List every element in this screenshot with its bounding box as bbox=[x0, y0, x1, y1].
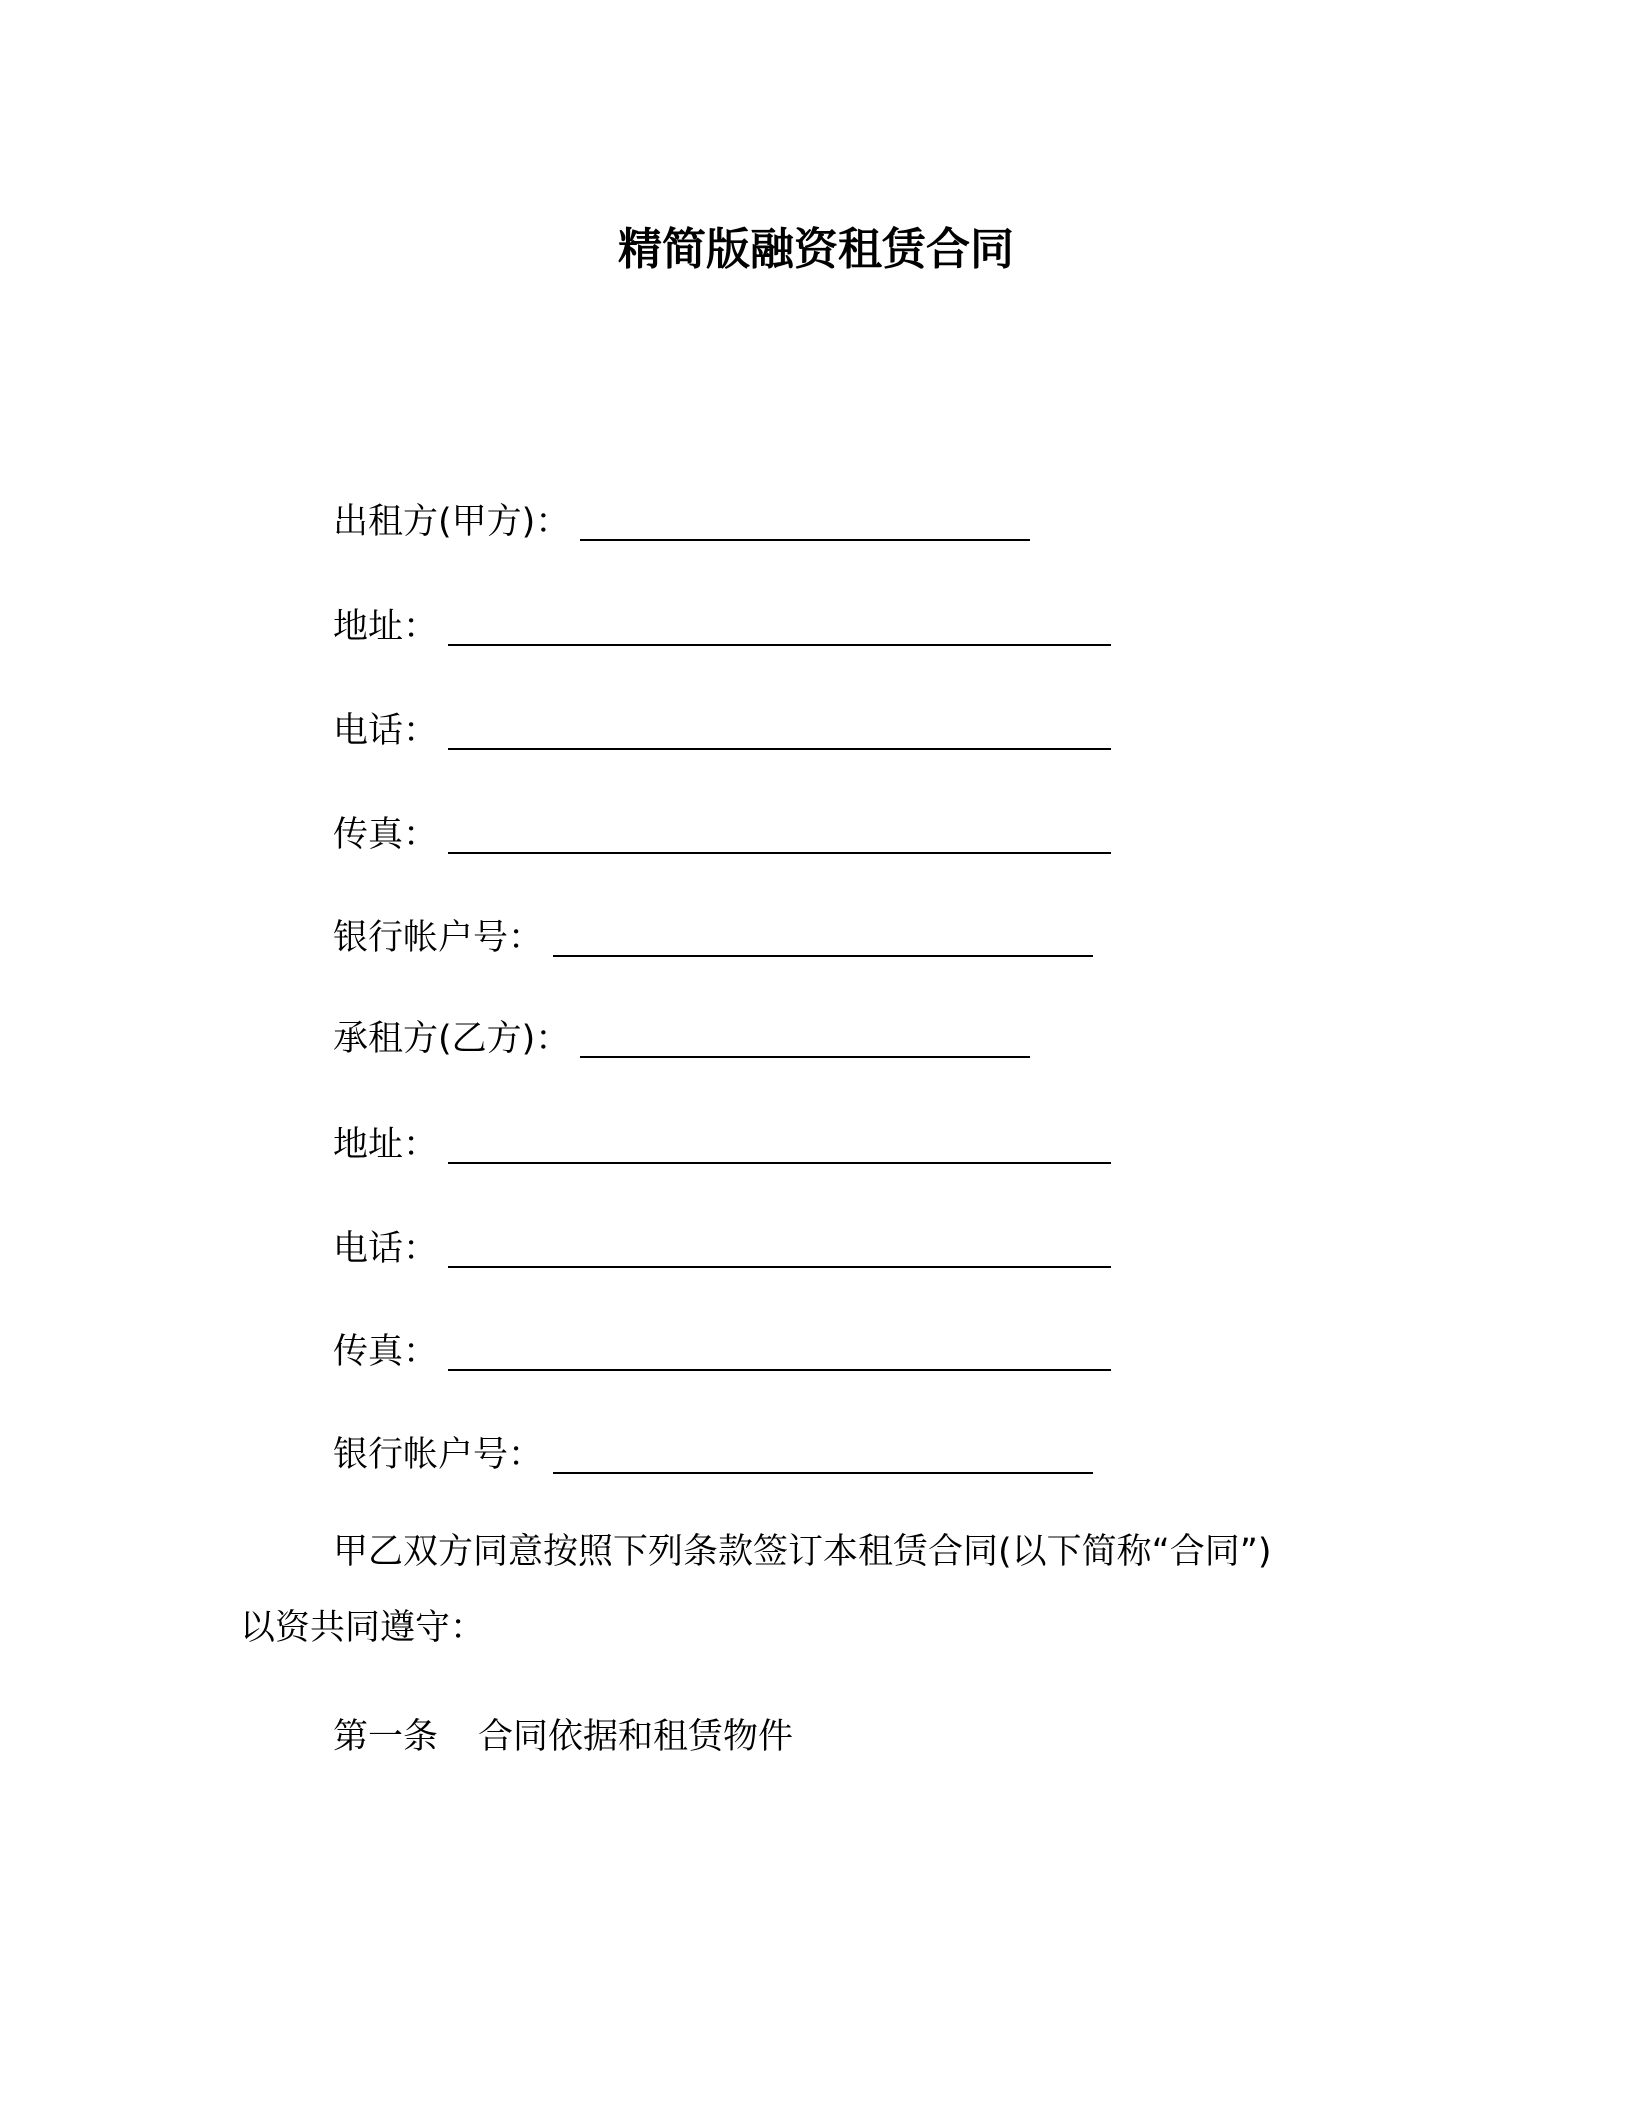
article-1-heading bbox=[333, 1712, 793, 1762]
lessor-address-field bbox=[333, 602, 1111, 652]
lessee-fax-blank[interactable] bbox=[448, 1333, 1111, 1371]
article-1-title: 合同依据和租赁物件 bbox=[478, 1717, 794, 1757]
lessor-address-blank[interactable] bbox=[448, 608, 1111, 646]
lessee-phone-label: 电话： bbox=[333, 1229, 439, 1269]
lessor-bank-label: 银行帐户号： bbox=[333, 918, 544, 958]
lessor-fax-label: 传真： bbox=[333, 815, 439, 855]
lessee-address-label: 地址： bbox=[333, 1125, 439, 1165]
intro-paragraph-line-1: 甲乙双方同意按照下列条款签订本租赁合同(以下简称“合同”) bbox=[333, 1532, 1272, 1572]
lessor-bank-field bbox=[333, 913, 1093, 963]
lessee-party-blank[interactable] bbox=[580, 1020, 1030, 1058]
lessor-fax-field bbox=[333, 810, 1111, 860]
lessee-address-blank[interactable] bbox=[448, 1126, 1111, 1164]
lessor-party-blank[interactable] bbox=[580, 503, 1030, 541]
lessee-address-field bbox=[333, 1120, 1111, 1170]
lessee-phone-field bbox=[333, 1224, 1111, 1274]
lessor-phone-blank[interactable] bbox=[448, 712, 1111, 750]
lessor-party-field bbox=[333, 497, 1030, 547]
lessor-phone-field bbox=[333, 706, 1111, 756]
lessor-fax-blank[interactable] bbox=[448, 816, 1111, 854]
lessee-bank-field bbox=[333, 1430, 1093, 1480]
lessor-party-label: 出租方(甲方)： bbox=[333, 502, 571, 542]
lessee-fax-label: 传真： bbox=[333, 1332, 439, 1372]
article-1-number: 第一条 bbox=[333, 1717, 439, 1757]
lessor-bank-blank[interactable] bbox=[553, 919, 1093, 957]
lessee-bank-label: 银行帐户号： bbox=[333, 1435, 544, 1475]
lessee-party-label: 承租方(乙方)： bbox=[333, 1019, 571, 1059]
lessor-address-label: 地址： bbox=[333, 607, 439, 647]
lessee-fax-field bbox=[333, 1327, 1111, 1377]
lessee-bank-blank[interactable] bbox=[553, 1436, 1093, 1474]
lessee-phone-blank[interactable] bbox=[448, 1230, 1111, 1268]
document-title: 精简版融资租赁合同 bbox=[618, 224, 1014, 275]
lessor-phone-label: 电话： bbox=[333, 711, 439, 751]
lessee-party-field bbox=[333, 1014, 1030, 1064]
intro-paragraph-line-2: 以资共同遵守： bbox=[240, 1608, 486, 1648]
